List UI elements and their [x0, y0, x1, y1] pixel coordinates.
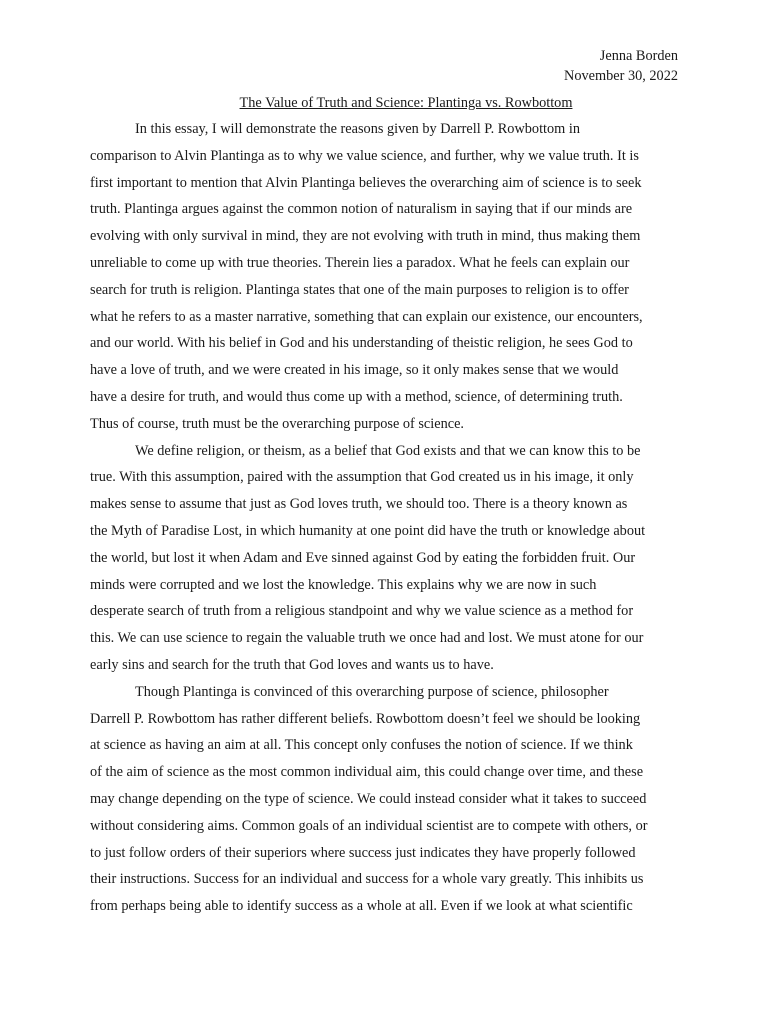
text-line: In this essay, I will demonstrate the reasons given by Darrell P. Rowbottom in	[135, 121, 580, 137]
text-line: truth. Plantinga argues against the common notion of naturalism in saying that if our minds are	[90, 201, 633, 218]
paragraph-1	[90, 116, 690, 438]
text-line: at science as having an aim at all. This concept only confuses the notion of science. If we think	[90, 737, 633, 754]
text-line: search for truth is religion. Plantinga states that one of the main purposes to religion is to offer	[90, 281, 629, 298]
text-line: and our world. With his belief in God and his understanding of theistic religion, he sees God to	[90, 335, 633, 352]
text-line: their instructions. Success for an individual and success for a whole vary greatly. This inhibits us	[90, 871, 644, 888]
document-date: November 30, 2022	[564, 68, 678, 84]
text-line: have a love of truth, and we were created in his image, so it only makes sense that we would	[90, 362, 619, 379]
text-line: We define religion, or theism, as a belief that God exists and that we can know this to be	[135, 442, 641, 459]
text-line: evolving with only survival in mind, they are not evolving with truth in mind, thus making them	[90, 228, 641, 245]
paragraph-2	[90, 438, 690, 679]
text-line: of the aim of science as the most common individual aim, this could change over time, and these	[90, 764, 644, 781]
text-line: Thus of course, truth must be the overarching purpose of science.	[90, 415, 464, 432]
essay-title: The Value of Truth and Science: Plantinga vs. Rowbottom	[239, 95, 573, 111]
text-line: comparison to Alvin Plantinga as to why we value science, and further, why we value truth. It is	[90, 147, 639, 164]
text-line: have a desire for truth, and would thus come up with a method, science, of determining truth.	[90, 388, 623, 405]
text-line: the world, but lost it when Adam and Eve sinned against God by eating the forbidden fruit. Our	[90, 549, 636, 566]
author-name: Jenna Borden	[599, 48, 678, 64]
text-line: desperate search of truth from a religious standpoint and why we value science as a method for	[90, 603, 634, 620]
text-line: may change depending on the type of science. We could instead consider what it takes to succeed	[90, 790, 647, 807]
text-line: Darrell P. Rowbottom has rather different beliefs. Rowbottom doesn’t feel we should be looking	[90, 710, 641, 727]
paragraph-3	[90, 679, 690, 920]
essay-body	[90, 116, 690, 920]
text-line: true. With this assumption, paired with the assumption that God created us in his image, it only	[90, 469, 634, 486]
text-line: minds were corrupted and we lost the knowledge. This explains why we are now in such	[90, 576, 597, 593]
text-line: the Myth of Paradise Lost, in which humanity at one point did have the truth or knowledge about	[90, 522, 646, 539]
text-line: from perhaps being able to identify success as a whole at all. Even if we look at what scientific	[90, 898, 633, 915]
header-block	[564, 46, 678, 86]
text-line: unreliable to come up with true theories. Therein lies a paradox. What he feels can explain our	[90, 254, 630, 271]
text-line: to just follow orders of their superiors where success just indicates they have properly followed	[90, 844, 636, 861]
text-line: first important to mention that Alvin Plantinga believes the overarching aim of science is to seek	[90, 174, 642, 191]
text-line: without considering aims. Common goals of an individual scientist are to compete with others, or	[90, 817, 648, 834]
text-line: makes sense to assume that just as God loves truth, we should too. There is a theory known as	[90, 496, 628, 513]
text-line: early sins and search for the truth that God loves and wants us to have.	[90, 656, 494, 673]
text-line: Though Plantinga is convinced of this overarching purpose of science, philosopher	[135, 683, 609, 700]
text-line: what he refers to as a master narrative, something that can explain our existence, our encounters,	[90, 308, 643, 325]
text-line: this. We can use science to regain the valuable truth we once had and lost. We must atone for our	[90, 630, 644, 647]
